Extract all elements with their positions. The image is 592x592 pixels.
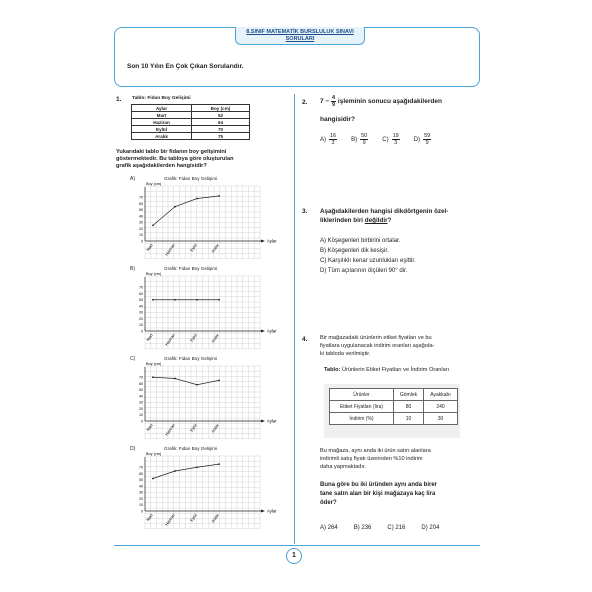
q1-row-month: Haziran bbox=[132, 119, 192, 126]
q1-option-graph[interactable] bbox=[120, 451, 277, 537]
y-axis-label: Boy (cm) bbox=[146, 452, 162, 456]
q4-cell: 30 bbox=[424, 413, 458, 425]
y-tick-label: 0 bbox=[141, 419, 143, 424]
title-line-2: SORULARI bbox=[285, 36, 315, 42]
q4-option-d[interactable]: D) 204 bbox=[421, 525, 440, 531]
option-fraction bbox=[360, 133, 368, 146]
q4-line: ki tabloda verilmiştir. bbox=[320, 351, 371, 357]
x-tick-label: Mart bbox=[145, 332, 154, 342]
q4-cell: 80 bbox=[394, 401, 424, 413]
q4-number: 4. bbox=[302, 336, 308, 343]
q4-table-title-text: Ürünlerin Etiket Fiyatları ve İndirim Oranları bbox=[341, 367, 450, 373]
q2-number: 2. bbox=[302, 99, 308, 106]
q2-option-c[interactable] bbox=[382, 133, 399, 146]
y-tick-label: 10 bbox=[139, 413, 143, 418]
x-axis-label: Aylar bbox=[267, 508, 277, 514]
x-tick-label: Aralık bbox=[210, 512, 220, 524]
q1-number: 1. bbox=[116, 96, 122, 103]
x-tick-label: Aralık bbox=[210, 332, 220, 344]
q1-option-label[interactable]: C) bbox=[130, 356, 136, 362]
data-point bbox=[174, 299, 176, 301]
q3-option-a[interactable]: A) Köşegenleri birbirini ortalar. bbox=[320, 238, 401, 244]
fraction-denominator: 9 bbox=[362, 140, 366, 146]
x-tick-label: Haziran bbox=[164, 422, 176, 437]
q3-line bbox=[320, 216, 448, 225]
data-point bbox=[218, 379, 220, 381]
q1-row-month: Mart bbox=[132, 112, 192, 119]
page-number: 1 bbox=[286, 548, 302, 564]
q4-header-cell: Ürünler bbox=[330, 389, 394, 401]
x-axis-label: Aylar bbox=[267, 418, 277, 424]
q1-table-title: Tablo: Fidan Boy Gelişimi bbox=[132, 96, 191, 101]
fraction-numerator: 50 bbox=[361, 133, 368, 139]
q2-expr-fraction bbox=[331, 95, 336, 108]
y-tick-label: 60 bbox=[139, 471, 143, 476]
q3-line-part: liklerinden biri bbox=[320, 217, 364, 224]
q1-prompt-line: Yukarıdaki tablo bir fidanın boy gelişimini bbox=[116, 149, 227, 155]
y-tick-label: 30 bbox=[139, 220, 143, 225]
q2-option-d[interactable] bbox=[414, 133, 431, 146]
fraction-numerator: 4 bbox=[332, 95, 336, 101]
q1-row-height: 70 bbox=[192, 126, 250, 133]
q1-option-label[interactable]: B) bbox=[130, 266, 135, 272]
option-fraction bbox=[392, 133, 400, 146]
y-tick-label: 60 bbox=[139, 381, 143, 386]
y-tick-label: 20 bbox=[139, 496, 143, 501]
option-label: A) bbox=[320, 136, 326, 143]
q1-graph-title: Grafik: Fidan Boy Gelişimi bbox=[164, 446, 218, 451]
q1-option-graph[interactable] bbox=[120, 361, 277, 447]
q4-option-c[interactable]: C) 216 bbox=[387, 525, 406, 531]
q3-option-c[interactable]: C) Karşılıklı kenar uzunlukları eşittir. bbox=[320, 258, 416, 264]
q4-row-label: İndirim (%) bbox=[330, 413, 394, 425]
q4-cell: 10 bbox=[394, 413, 424, 425]
q1-data-table bbox=[131, 104, 250, 140]
y-tick-label: 0 bbox=[141, 329, 143, 334]
x-tick-label: Aralık bbox=[210, 242, 220, 254]
q4-header-cell: Gömlek bbox=[394, 389, 424, 401]
data-point bbox=[174, 470, 176, 472]
q2-options bbox=[320, 133, 431, 146]
y-tick-label: 70 bbox=[139, 375, 143, 380]
q3-options bbox=[320, 236, 416, 276]
x-tick-label: Haziran bbox=[164, 512, 176, 527]
q3-number: 3. bbox=[302, 208, 308, 215]
y-tick-label: 50 bbox=[139, 388, 143, 393]
y-tick-label: 70 bbox=[139, 195, 143, 200]
x-tick-label: Eylül bbox=[188, 242, 198, 253]
option-fraction bbox=[329, 133, 337, 146]
x-axis-arrow bbox=[261, 420, 265, 423]
y-tick-label: 60 bbox=[139, 291, 143, 296]
fraction-denominator: 9 bbox=[332, 102, 336, 108]
x-axis-arrow bbox=[261, 510, 265, 513]
option-fraction bbox=[423, 133, 431, 146]
y-tick-label: 30 bbox=[139, 400, 143, 405]
q3-line: Aşağıdakilerden hangisi dikdörtgenin özel- bbox=[320, 208, 449, 215]
data-point bbox=[196, 198, 198, 200]
y-tick-label: 60 bbox=[139, 201, 143, 206]
q1-prompt-line: grafik aşağıdakilerden hangisidir? bbox=[116, 163, 207, 169]
data-point bbox=[196, 466, 198, 468]
q3-option-d[interactable]: D) Tüm açılarının ölçüleri 90° dir. bbox=[320, 268, 408, 274]
data-point bbox=[152, 224, 154, 226]
x-tick-label: Eylül bbox=[188, 512, 198, 523]
y-tick-label: 0 bbox=[141, 509, 143, 514]
x-tick-label: Eylül bbox=[188, 422, 198, 433]
option-label: B) bbox=[351, 136, 358, 143]
exam-page bbox=[84, 0, 508, 592]
series-line bbox=[153, 377, 219, 385]
x-tick-label: Haziran bbox=[164, 242, 176, 257]
x-tick-label: Haziran bbox=[164, 332, 176, 347]
q1-prompt-line: göstermektedir. Bu tabloya göre oluşturulan bbox=[116, 156, 234, 162]
y-axis-label: Boy (cm) bbox=[146, 182, 162, 186]
y-tick-label: 30 bbox=[139, 490, 143, 495]
y-tick-label: 30 bbox=[139, 310, 143, 315]
fraction-denominator: 3 bbox=[394, 140, 398, 146]
q4-line: Bir mağazadaki ürünlerin etiket fiyatları ve bu bbox=[320, 335, 432, 341]
q4-line: öder? bbox=[320, 500, 337, 506]
q4-line: Bu mağaza, aynı anda iki ürün satın alanlara bbox=[320, 448, 431, 454]
y-axis-label: Boy (cm) bbox=[146, 362, 162, 366]
y-tick-label: 70 bbox=[139, 465, 143, 470]
q4-row-label: Etiket Fiyatları (lira) bbox=[330, 401, 394, 413]
q3-option-b[interactable]: B) Köşegenleri dik kesişir. bbox=[320, 248, 389, 254]
q4-price-table bbox=[329, 388, 458, 425]
x-axis-arrow bbox=[261, 330, 265, 333]
q4-table-title-prefix: Tablo: bbox=[324, 367, 341, 373]
x-tick-label: Mart bbox=[145, 242, 154, 252]
q2-option-b[interactable] bbox=[351, 133, 368, 146]
y-tick-label: 40 bbox=[139, 304, 143, 309]
header-box bbox=[114, 27, 480, 87]
data-point bbox=[152, 299, 154, 301]
q3-emphasis: değildir bbox=[364, 217, 388, 224]
x-axis-arrow bbox=[261, 240, 265, 243]
y-tick-label: 50 bbox=[139, 298, 143, 303]
q4-option-b[interactable]: B) 236 bbox=[353, 525, 372, 531]
data-point bbox=[152, 478, 154, 480]
y-tick-label: 40 bbox=[139, 484, 143, 489]
fraction-denominator: 9 bbox=[425, 140, 429, 146]
q1-row-month: Aralık bbox=[132, 133, 192, 140]
q3-stem bbox=[320, 207, 448, 225]
y-tick-label: 50 bbox=[139, 478, 143, 483]
q4-cell: 240 bbox=[424, 401, 458, 413]
x-tick-label: Mart bbox=[145, 512, 154, 522]
y-axis-label: Boy (cm) bbox=[146, 272, 162, 276]
q1-option-graph[interactable] bbox=[120, 181, 277, 267]
exam-subtitle: Son 10 Yılın En Çok Çıkan Sorularıdır. bbox=[127, 63, 244, 70]
y-tick-label: 70 bbox=[139, 285, 143, 290]
q1-option-label[interactable]: A) bbox=[130, 176, 135, 182]
q4-line: Buna göre bu iki üründen aynı anda birer bbox=[320, 482, 438, 488]
y-tick-label: 40 bbox=[139, 214, 143, 219]
q1-option-graph[interactable] bbox=[120, 271, 277, 357]
footer-line bbox=[114, 545, 480, 546]
exam-title bbox=[235, 27, 365, 45]
q4-paragraph bbox=[320, 447, 431, 471]
x-tick-label: Mart bbox=[145, 422, 154, 432]
y-tick-label: 0 bbox=[141, 239, 143, 244]
q2-text-2: hangisidir? bbox=[320, 116, 356, 123]
y-tick-label: 10 bbox=[139, 323, 143, 328]
q2-text: işleminin sonucu aşağıdakilerden bbox=[337, 98, 442, 106]
q3-line-part: ? bbox=[387, 217, 392, 224]
y-tick-label: 20 bbox=[139, 316, 143, 321]
option-label: D) bbox=[413, 136, 421, 143]
y-tick-label: 10 bbox=[139, 233, 143, 238]
q4-intro bbox=[320, 334, 434, 358]
fraction-numerator: 19 bbox=[392, 133, 399, 139]
y-tick-label: 10 bbox=[139, 503, 143, 508]
q1-graph-title: Grafik: Fidan Boy Gelişimi bbox=[164, 266, 218, 271]
data-point bbox=[174, 378, 176, 380]
q1-row-height: 64 bbox=[192, 119, 250, 126]
data-point bbox=[218, 463, 220, 465]
column-divider bbox=[294, 94, 295, 544]
q4-question bbox=[320, 481, 437, 508]
q1-col-month: Aylar bbox=[132, 105, 192, 112]
data-point bbox=[218, 195, 220, 197]
data-point bbox=[174, 206, 176, 208]
x-tick-label: Eylül bbox=[188, 332, 198, 343]
q4-line: fiyatlara uygulanacak indirim oranları aşağıda- bbox=[320, 343, 435, 349]
series-line bbox=[153, 196, 219, 225]
q4-table-title bbox=[324, 367, 449, 374]
q1-graph-title: Grafik: Fidan Boy Gelişimi bbox=[164, 176, 218, 181]
x-axis-label: Aylar bbox=[267, 238, 277, 244]
x-axis-label: Aylar bbox=[267, 328, 277, 334]
y-tick-label: 20 bbox=[139, 226, 143, 231]
q1-col-height: Boy (cm) bbox=[192, 105, 250, 112]
data-point bbox=[152, 376, 154, 378]
title-line-1: 8.SINIF MATEMATİK BURSLULUK SINAVI bbox=[246, 29, 354, 35]
fraction-numerator: 16 bbox=[330, 133, 337, 139]
q4-line: daha yapmaktadır. bbox=[320, 464, 367, 470]
fraction-numerator: 59 bbox=[424, 133, 431, 139]
option-label: C) bbox=[382, 136, 389, 143]
y-tick-label: 50 bbox=[139, 208, 143, 213]
q4-line: indirimli satış fiyatı üzerinden %10 indirim bbox=[320, 456, 423, 462]
data-point bbox=[196, 299, 198, 301]
q4-line: tane satın alan bir kişi mağazaya kaç lira bbox=[320, 491, 436, 497]
q1-graph-title: Grafik: Fidan Boy Gelişimi bbox=[164, 356, 218, 361]
q1-row-height: 75 bbox=[192, 133, 250, 140]
data-point bbox=[218, 299, 220, 301]
fraction-denominator: 3 bbox=[331, 140, 335, 146]
q4-option-a[interactable]: A) 264 bbox=[320, 525, 338, 531]
data-point bbox=[196, 384, 198, 386]
q4-options bbox=[320, 525, 439, 531]
q1-prompt bbox=[116, 149, 234, 170]
q1-option-label[interactable]: D) bbox=[130, 446, 136, 452]
q2-option-a[interactable] bbox=[320, 133, 337, 146]
q2-stem bbox=[320, 95, 442, 108]
y-tick-label: 20 bbox=[139, 406, 143, 411]
x-tick-label: Aralık bbox=[210, 422, 220, 434]
q2-expr-whole: 7 − bbox=[320, 98, 330, 106]
y-tick-label: 40 bbox=[139, 394, 143, 399]
q4-header-cell: Ayakkabı bbox=[424, 389, 458, 401]
q1-row-height: 52 bbox=[192, 112, 250, 119]
q1-row-month: Eylül bbox=[132, 126, 192, 133]
